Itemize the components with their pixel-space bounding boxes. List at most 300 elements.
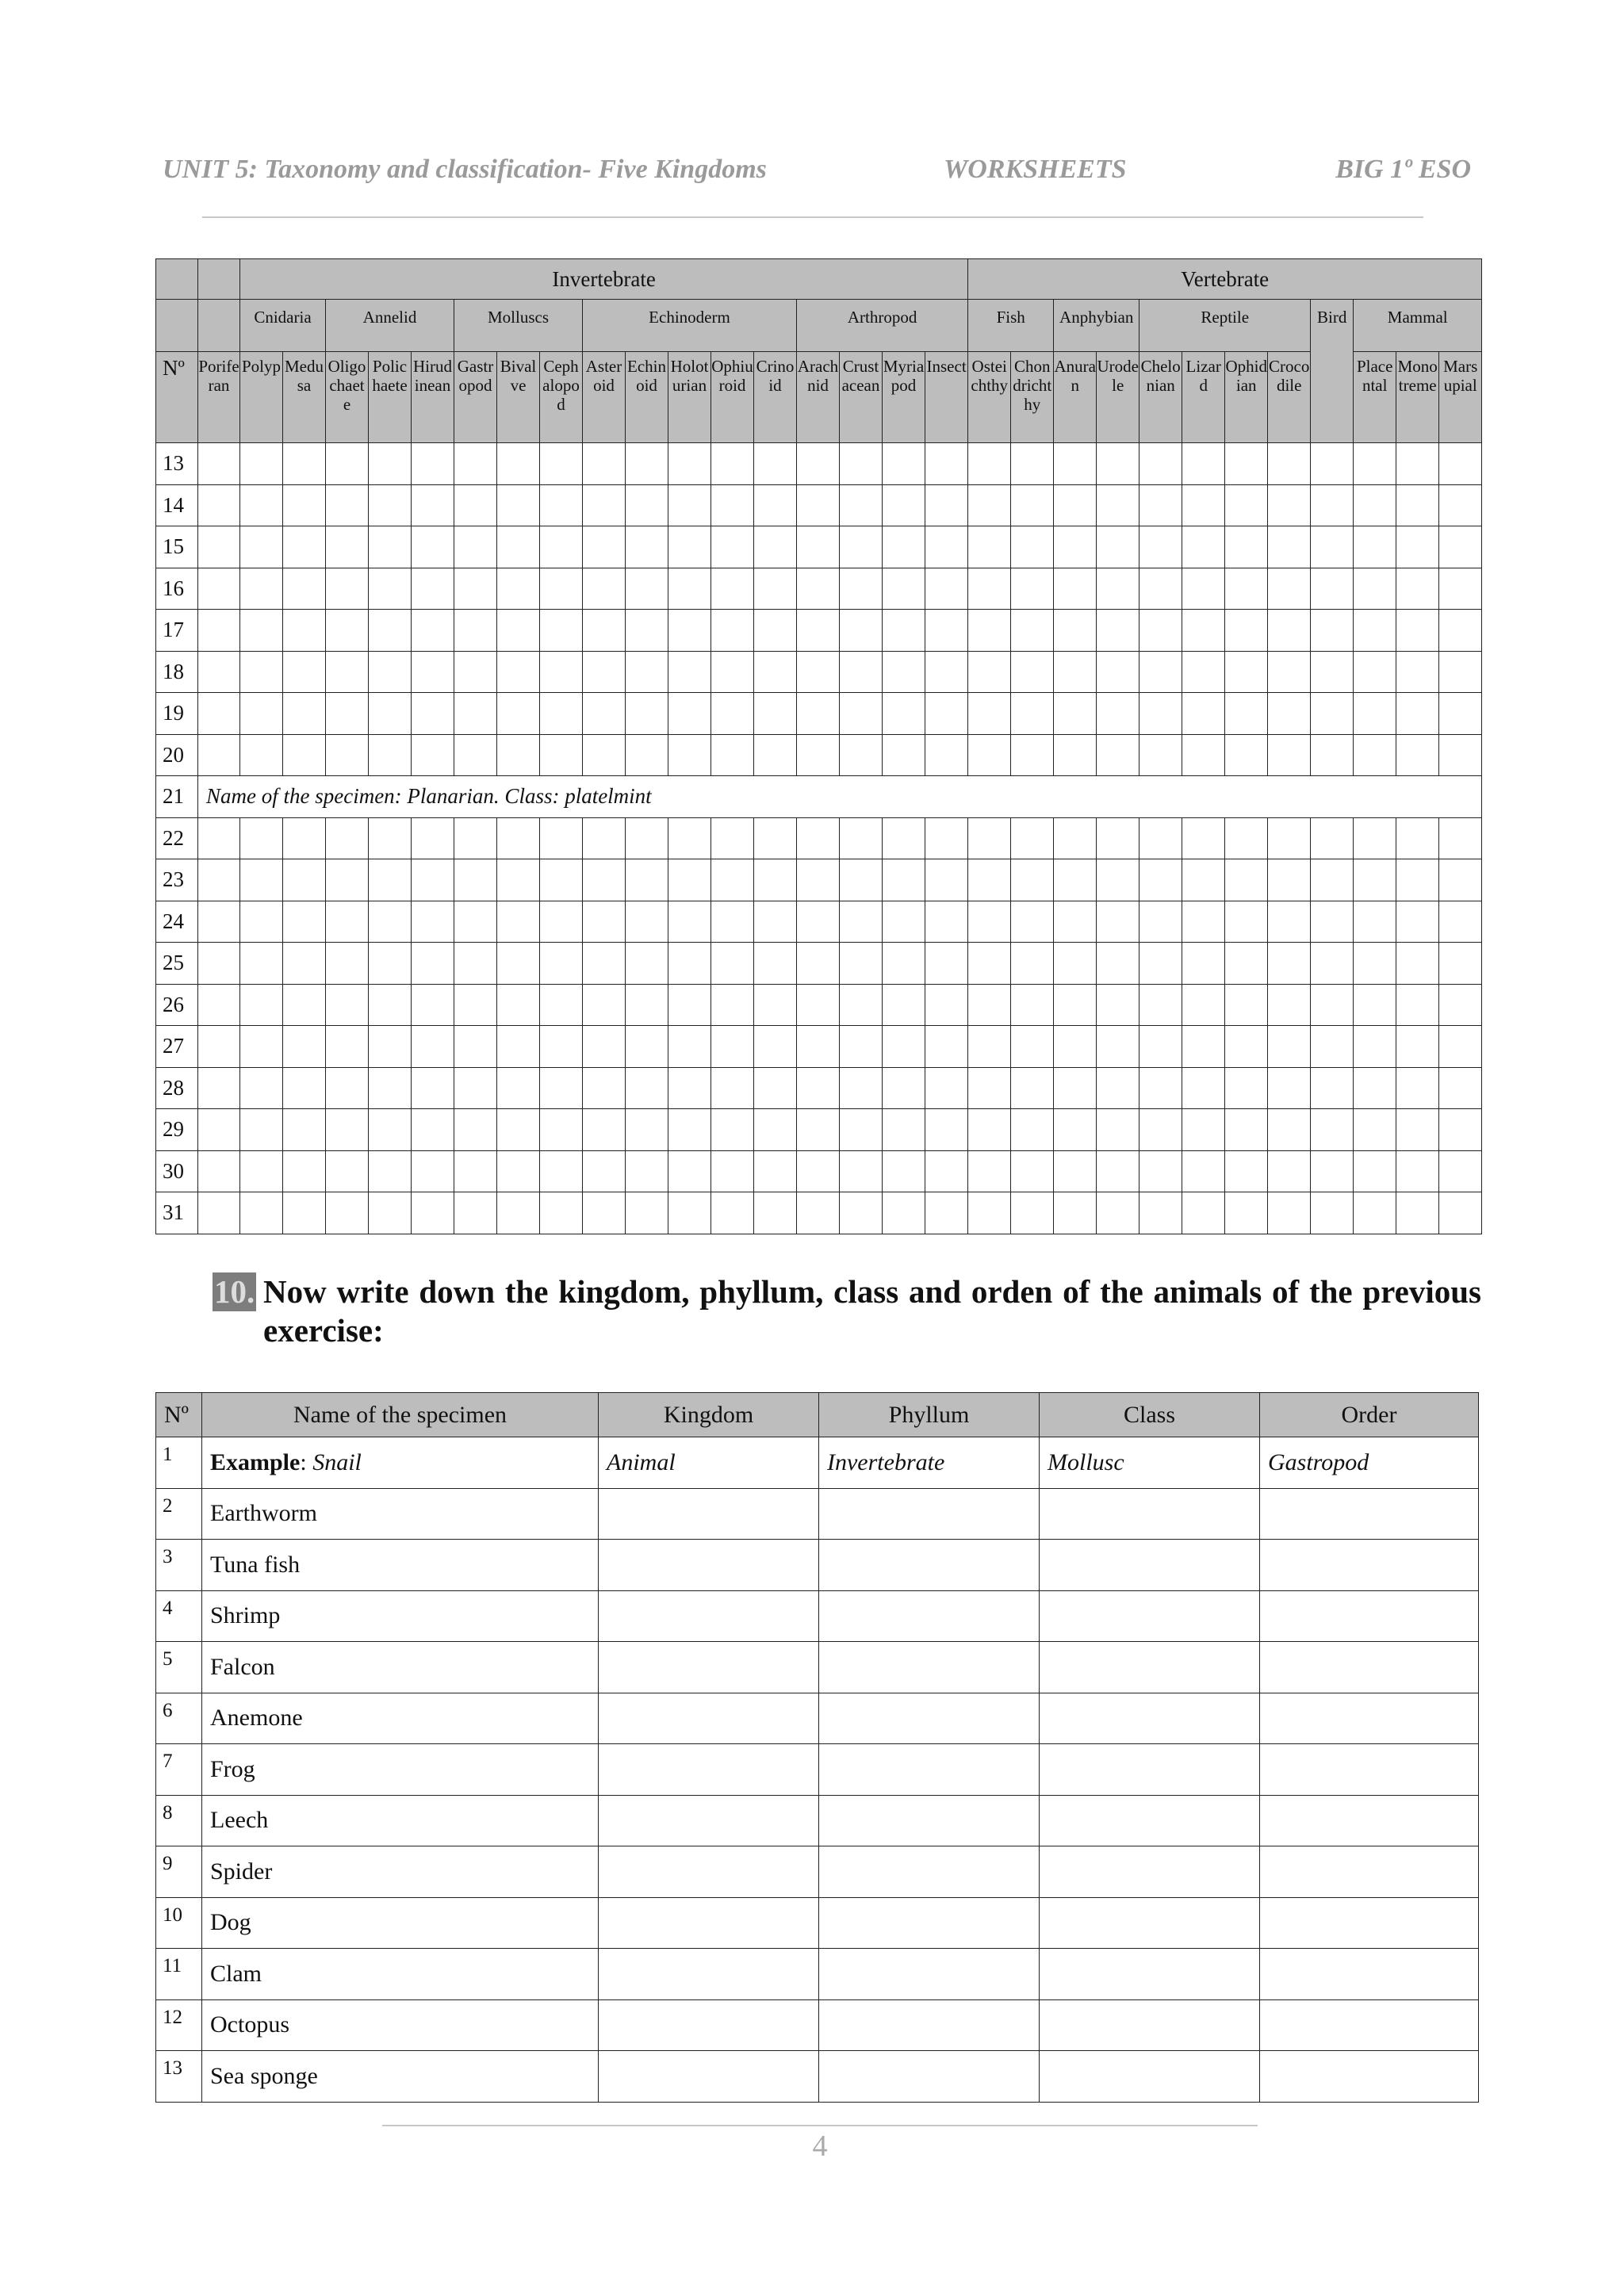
kingdom-answer-cell[interactable] (599, 1897, 819, 1949)
answer-cell[interactable] (540, 610, 583, 652)
answer-cell[interactable] (1225, 1150, 1268, 1192)
answer-cell[interactable] (1311, 443, 1354, 485)
answer-cell[interactable] (1054, 1150, 1097, 1192)
answer-cell[interactable] (1439, 859, 1482, 901)
answer-cell[interactable] (840, 734, 883, 776)
answer-cell[interactable] (198, 859, 240, 901)
answer-cell[interactable] (968, 817, 1011, 859)
phyllum-answer-cell[interactable] (819, 1744, 1040, 1796)
answer-cell[interactable] (198, 943, 240, 985)
answer-cell[interactable] (1097, 568, 1139, 610)
answer-cell[interactable] (1225, 526, 1268, 568)
answer-cell[interactable] (797, 984, 840, 1026)
answer-cell[interactable] (840, 1192, 883, 1234)
answer-cell[interactable] (326, 817, 369, 859)
answer-cell[interactable] (1011, 1192, 1054, 1234)
answer-cell[interactable] (1311, 1067, 1354, 1109)
answer-cell[interactable] (968, 1109, 1011, 1151)
answer-cell[interactable] (968, 984, 1011, 1026)
answer-cell[interactable] (1439, 1026, 1482, 1068)
answer-cell[interactable] (412, 610, 454, 652)
answer-cell[interactable] (1225, 1026, 1268, 1068)
answer-cell[interactable] (583, 817, 626, 859)
answer-cell[interactable] (840, 693, 883, 735)
answer-cell[interactable] (1396, 734, 1439, 776)
answer-cell[interactable] (1139, 1192, 1182, 1234)
answer-cell[interactable] (626, 443, 668, 485)
answer-cell[interactable] (1182, 651, 1225, 693)
answer-cell[interactable] (1054, 859, 1097, 901)
answer-cell[interactable] (1139, 984, 1182, 1026)
answer-cell[interactable] (840, 1026, 883, 1068)
answer-cell[interactable] (1439, 1150, 1482, 1192)
class-answer-cell[interactable] (1040, 1795, 1260, 1846)
answer-cell[interactable] (1225, 610, 1268, 652)
answer-cell[interactable] (1054, 1026, 1097, 1068)
answer-cell[interactable] (925, 443, 968, 485)
answer-cell[interactable] (326, 484, 369, 526)
answer-cell[interactable] (711, 693, 754, 735)
kingdom-answer-cell[interactable] (599, 1590, 819, 1642)
order-answer-cell[interactable] (1260, 1488, 1479, 1540)
answer-cell[interactable] (198, 1067, 240, 1109)
answer-cell[interactable] (1268, 859, 1311, 901)
answer-cell[interactable] (412, 568, 454, 610)
answer-cell[interactable] (754, 1192, 797, 1234)
answer-cell[interactable] (1182, 901, 1225, 943)
answer-cell[interactable] (840, 651, 883, 693)
phyllum-answer-cell[interactable] (819, 1590, 1040, 1642)
answer-cell[interactable] (925, 693, 968, 735)
answer-cell[interactable] (668, 901, 711, 943)
answer-cell[interactable] (497, 1067, 540, 1109)
answer-cell[interactable] (240, 817, 283, 859)
answer-cell[interactable] (1011, 526, 1054, 568)
answer-cell[interactable] (1396, 1067, 1439, 1109)
order-answer-cell[interactable] (1260, 1897, 1479, 1949)
answer-cell[interactable] (454, 734, 497, 776)
answer-cell[interactable] (754, 1150, 797, 1192)
answer-cell[interactable] (754, 734, 797, 776)
kingdom-answer-cell[interactable] (599, 1795, 819, 1846)
answer-cell[interactable] (1396, 984, 1439, 1026)
answer-cell[interactable] (925, 1026, 968, 1068)
answer-cell[interactable] (754, 526, 797, 568)
answer-cell[interactable] (1011, 484, 1054, 526)
answer-cell[interactable] (240, 610, 283, 652)
answer-cell[interactable] (540, 526, 583, 568)
answer-cell[interactable] (1396, 943, 1439, 985)
answer-cell[interactable] (626, 943, 668, 985)
answer-cell[interactable] (668, 443, 711, 485)
answer-cell[interactable] (1097, 1150, 1139, 1192)
phyllum-answer-cell[interactable] (819, 1897, 1040, 1949)
answer-cell[interactable] (412, 693, 454, 735)
answer-cell[interactable] (883, 610, 925, 652)
answer-cell[interactable] (283, 484, 326, 526)
kingdom-answer-cell[interactable] (599, 1999, 819, 2051)
answer-cell[interactable] (668, 568, 711, 610)
answer-cell[interactable] (1396, 443, 1439, 485)
answer-cell[interactable] (754, 943, 797, 985)
answer-cell[interactable] (1139, 443, 1182, 485)
answer-cell[interactable] (1097, 526, 1139, 568)
answer-cell[interactable] (369, 1150, 412, 1192)
answer-cell[interactable] (1439, 568, 1482, 610)
answer-cell[interactable] (198, 443, 240, 485)
answer-cell[interactable] (668, 1067, 711, 1109)
answer-cell[interactable] (1439, 693, 1482, 735)
kingdom-answer-cell[interactable] (599, 1488, 819, 1540)
answer-cell[interactable] (369, 651, 412, 693)
answer-cell[interactable] (797, 526, 840, 568)
answer-cell[interactable] (1354, 1192, 1396, 1234)
answer-cell[interactable] (240, 693, 283, 735)
answer-cell[interactable] (1439, 817, 1482, 859)
answer-cell[interactable] (883, 1192, 925, 1234)
answer-cell[interactable] (454, 610, 497, 652)
answer-cell[interactable] (1182, 1192, 1225, 1234)
answer-cell[interactable] (369, 484, 412, 526)
answer-cell[interactable] (369, 1192, 412, 1234)
answer-cell[interactable] (754, 901, 797, 943)
answer-cell[interactable] (711, 1026, 754, 1068)
answer-cell[interactable] (883, 1067, 925, 1109)
answer-cell[interactable] (198, 1150, 240, 1192)
answer-cell[interactable] (283, 901, 326, 943)
answer-cell[interactable] (1354, 1067, 1396, 1109)
class-answer-cell[interactable] (1040, 1590, 1260, 1642)
answer-cell[interactable] (1354, 1109, 1396, 1151)
answer-cell[interactable] (497, 859, 540, 901)
answer-cell[interactable] (583, 610, 626, 652)
answer-cell[interactable] (283, 1026, 326, 1068)
class-answer-cell[interactable] (1040, 1846, 1260, 1898)
answer-cell[interactable] (1011, 1067, 1054, 1109)
answer-cell[interactable] (840, 901, 883, 943)
answer-cell[interactable] (412, 1067, 454, 1109)
answer-cell[interactable] (626, 1150, 668, 1192)
answer-cell[interactable] (1268, 693, 1311, 735)
answer-cell[interactable] (454, 693, 497, 735)
answer-cell[interactable] (454, 443, 497, 485)
answer-cell[interactable] (1396, 651, 1439, 693)
answer-cell[interactable] (754, 817, 797, 859)
answer-cell[interactable] (283, 734, 326, 776)
answer-cell[interactable] (1054, 817, 1097, 859)
answer-cell[interactable] (583, 1109, 626, 1151)
example-order[interactable]: Gastropod (1260, 1437, 1479, 1489)
answer-cell[interactable] (240, 484, 283, 526)
answer-cell[interactable] (1354, 943, 1396, 985)
answer-cell[interactable] (925, 817, 968, 859)
answer-cell[interactable] (326, 859, 369, 901)
order-answer-cell[interactable] (1260, 1795, 1479, 1846)
answer-cell[interactable] (1139, 568, 1182, 610)
answer-cell[interactable] (1311, 484, 1354, 526)
answer-cell[interactable] (1268, 526, 1311, 568)
answer-cell[interactable] (626, 1109, 668, 1151)
answer-cell[interactable] (1139, 1026, 1182, 1068)
answer-cell[interactable] (883, 484, 925, 526)
answer-cell[interactable] (1268, 1067, 1311, 1109)
answer-cell[interactable] (283, 1150, 326, 1192)
answer-cell[interactable] (925, 901, 968, 943)
answer-cell[interactable] (1311, 859, 1354, 901)
answer-cell[interactable] (797, 734, 840, 776)
answer-cell[interactable] (668, 526, 711, 568)
answer-cell[interactable] (1182, 610, 1225, 652)
answer-cell[interactable] (754, 443, 797, 485)
answer-cell[interactable] (283, 443, 326, 485)
answer-cell[interactable] (1311, 734, 1354, 776)
answer-cell[interactable] (840, 526, 883, 568)
answer-cell[interactable] (883, 817, 925, 859)
answer-cell[interactable] (1182, 443, 1225, 485)
answer-cell[interactable] (1054, 1192, 1097, 1234)
answer-cell[interactable] (369, 943, 412, 985)
answer-cell[interactable] (1225, 984, 1268, 1026)
answer-cell[interactable] (497, 1026, 540, 1068)
answer-cell[interactable] (1225, 443, 1268, 485)
answer-cell[interactable] (583, 984, 626, 1026)
answer-cell[interactable] (583, 443, 626, 485)
answer-cell[interactable] (626, 651, 668, 693)
class-answer-cell[interactable] (1040, 2051, 1260, 2103)
answer-cell[interactable] (369, 901, 412, 943)
answer-cell[interactable] (240, 1026, 283, 1068)
answer-cell[interactable] (1268, 610, 1311, 652)
answer-cell[interactable] (326, 568, 369, 610)
answer-cell[interactable] (326, 1109, 369, 1151)
answer-cell[interactable] (797, 1026, 840, 1068)
answer-cell[interactable] (1354, 1026, 1396, 1068)
answer-cell[interactable] (968, 693, 1011, 735)
example-kingdom[interactable]: Animal (599, 1437, 819, 1489)
answer-cell[interactable] (1054, 610, 1097, 652)
answer-cell[interactable] (797, 693, 840, 735)
answer-cell[interactable] (968, 943, 1011, 985)
answer-cell[interactable] (198, 901, 240, 943)
phyllum-answer-cell[interactable] (819, 1693, 1040, 1744)
order-answer-cell[interactable] (1260, 1999, 1479, 2051)
answer-cell[interactable] (369, 1067, 412, 1109)
answer-cell[interactable] (626, 1067, 668, 1109)
answer-cell[interactable] (1139, 1067, 1182, 1109)
answer-cell[interactable] (626, 526, 668, 568)
answer-cell[interactable] (1139, 526, 1182, 568)
answer-cell[interactable] (883, 943, 925, 985)
answer-cell[interactable] (883, 651, 925, 693)
answer-cell[interactable] (711, 484, 754, 526)
order-answer-cell[interactable] (1260, 1540, 1479, 1591)
answer-cell[interactable] (840, 943, 883, 985)
class-answer-cell[interactable] (1040, 1949, 1260, 2000)
answer-cell[interactable] (240, 568, 283, 610)
answer-cell[interactable] (1311, 651, 1354, 693)
answer-cell[interactable] (1139, 1109, 1182, 1151)
example-class[interactable]: Mollusc (1040, 1437, 1260, 1489)
answer-cell[interactable] (1011, 651, 1054, 693)
answer-cell[interactable] (412, 859, 454, 901)
answer-cell[interactable] (1011, 610, 1054, 652)
answer-cell[interactable] (283, 817, 326, 859)
kingdom-answer-cell[interactable] (599, 1693, 819, 1744)
answer-cell[interactable] (240, 1150, 283, 1192)
answer-cell[interactable] (240, 1109, 283, 1151)
answer-cell[interactable] (840, 568, 883, 610)
answer-cell[interactable] (283, 984, 326, 1026)
answer-cell[interactable] (1097, 1067, 1139, 1109)
example-phyllum[interactable]: Invertebrate (819, 1437, 1040, 1489)
answer-cell[interactable] (1054, 1109, 1097, 1151)
answer-cell[interactable] (412, 484, 454, 526)
answer-cell[interactable] (754, 1067, 797, 1109)
answer-cell[interactable] (668, 1026, 711, 1068)
answer-cell[interactable] (711, 610, 754, 652)
answer-cell[interactable] (583, 1026, 626, 1068)
answer-cell[interactable] (1011, 817, 1054, 859)
answer-cell[interactable] (711, 1067, 754, 1109)
answer-cell[interactable] (1354, 610, 1396, 652)
answer-cell[interactable] (668, 984, 711, 1026)
answer-cell[interactable] (1396, 1150, 1439, 1192)
answer-cell[interactable] (1011, 443, 1054, 485)
answer-cell[interactable] (925, 734, 968, 776)
answer-cell[interactable] (925, 1109, 968, 1151)
class-answer-cell[interactable] (1040, 1897, 1260, 1949)
kingdom-answer-cell[interactable] (599, 1540, 819, 1591)
answer-cell[interactable] (454, 859, 497, 901)
answer-cell[interactable] (1268, 984, 1311, 1026)
kingdom-answer-cell[interactable] (599, 1846, 819, 1898)
answer-cell[interactable] (1311, 1150, 1354, 1192)
answer-cell[interactable] (797, 817, 840, 859)
answer-cell[interactable] (283, 526, 326, 568)
answer-cell[interactable] (497, 1192, 540, 1234)
answer-cell[interactable] (711, 943, 754, 985)
answer-cell[interactable] (883, 859, 925, 901)
answer-cell[interactable] (369, 568, 412, 610)
answer-cell[interactable] (283, 1067, 326, 1109)
answer-cell[interactable] (1011, 1150, 1054, 1192)
answer-cell[interactable] (968, 484, 1011, 526)
answer-cell[interactable] (583, 734, 626, 776)
class-answer-cell[interactable] (1040, 1693, 1260, 1744)
answer-cell[interactable] (1225, 859, 1268, 901)
answer-cell[interactable] (369, 734, 412, 776)
answer-cell[interactable] (369, 1109, 412, 1151)
answer-cell[interactable] (454, 984, 497, 1026)
answer-cell[interactable] (883, 901, 925, 943)
answer-cell[interactable] (412, 943, 454, 985)
answer-cell[interactable] (797, 443, 840, 485)
answer-cell[interactable] (497, 1150, 540, 1192)
answer-cell[interactable] (840, 1109, 883, 1151)
answer-cell[interactable] (540, 817, 583, 859)
answer-cell[interactable] (540, 1192, 583, 1234)
answer-cell[interactable] (1439, 651, 1482, 693)
answer-cell[interactable] (1182, 526, 1225, 568)
answer-cell[interactable] (925, 943, 968, 985)
answer-cell[interactable] (1054, 484, 1097, 526)
answer-cell[interactable] (668, 693, 711, 735)
answer-cell[interactable] (968, 1067, 1011, 1109)
answer-cell[interactable] (497, 693, 540, 735)
class-answer-cell[interactable] (1040, 1642, 1260, 1693)
answer-cell[interactable] (1311, 817, 1354, 859)
answer-cell[interactable] (1139, 943, 1182, 985)
answer-cell[interactable] (968, 1026, 1011, 1068)
answer-cell[interactable] (1139, 1150, 1182, 1192)
answer-cell[interactable] (797, 859, 840, 901)
answer-cell[interactable] (1354, 859, 1396, 901)
answer-cell[interactable] (1225, 734, 1268, 776)
answer-cell[interactable] (840, 984, 883, 1026)
answer-cell[interactable] (711, 859, 754, 901)
class-answer-cell[interactable] (1040, 1999, 1260, 2051)
answer-cell[interactable] (412, 901, 454, 943)
answer-cell[interactable] (198, 693, 240, 735)
answer-cell[interactable] (1396, 901, 1439, 943)
answer-cell[interactable] (454, 943, 497, 985)
answer-cell[interactable] (283, 693, 326, 735)
answer-cell[interactable] (1268, 1192, 1311, 1234)
answer-cell[interactable] (668, 734, 711, 776)
answer-cell[interactable] (668, 859, 711, 901)
answer-cell[interactable] (1439, 610, 1482, 652)
answer-cell[interactable] (540, 1067, 583, 1109)
answer-cell[interactable] (1097, 484, 1139, 526)
answer-cell[interactable] (754, 1026, 797, 1068)
answer-cell[interactable] (626, 734, 668, 776)
answer-cell[interactable] (668, 1150, 711, 1192)
answer-cell[interactable] (369, 693, 412, 735)
answer-cell[interactable] (925, 484, 968, 526)
answer-cell[interactable] (1439, 1109, 1482, 1151)
answer-cell[interactable] (369, 817, 412, 859)
answer-cell[interactable] (326, 443, 369, 485)
answer-cell[interactable] (668, 817, 711, 859)
answer-cell[interactable] (1225, 693, 1268, 735)
answer-cell[interactable] (925, 1192, 968, 1234)
answer-cell[interactable] (1225, 1067, 1268, 1109)
answer-cell[interactable] (369, 859, 412, 901)
order-answer-cell[interactable] (1260, 1744, 1479, 1796)
answer-cell[interactable] (540, 1026, 583, 1068)
answer-cell[interactable] (797, 568, 840, 610)
answer-cell[interactable] (1396, 693, 1439, 735)
answer-cell[interactable] (497, 443, 540, 485)
answer-cell[interactable] (797, 1150, 840, 1192)
answer-cell[interactable] (711, 568, 754, 610)
answer-cell[interactable] (1311, 526, 1354, 568)
answer-cell[interactable] (583, 901, 626, 943)
answer-cell[interactable] (1311, 943, 1354, 985)
answer-cell[interactable] (754, 1109, 797, 1151)
answer-cell[interactable] (198, 1026, 240, 1068)
answer-cell[interactable] (1311, 610, 1354, 652)
answer-cell[interactable] (454, 1192, 497, 1234)
answer-cell[interactable] (198, 817, 240, 859)
answer-cell[interactable] (626, 484, 668, 526)
answer-cell[interactable] (583, 651, 626, 693)
answer-cell[interactable] (540, 1109, 583, 1151)
answer-cell[interactable] (1097, 1026, 1139, 1068)
answer-cell[interactable] (240, 859, 283, 901)
answer-cell[interactable] (1396, 1026, 1439, 1068)
answer-cell[interactable] (326, 1192, 369, 1234)
